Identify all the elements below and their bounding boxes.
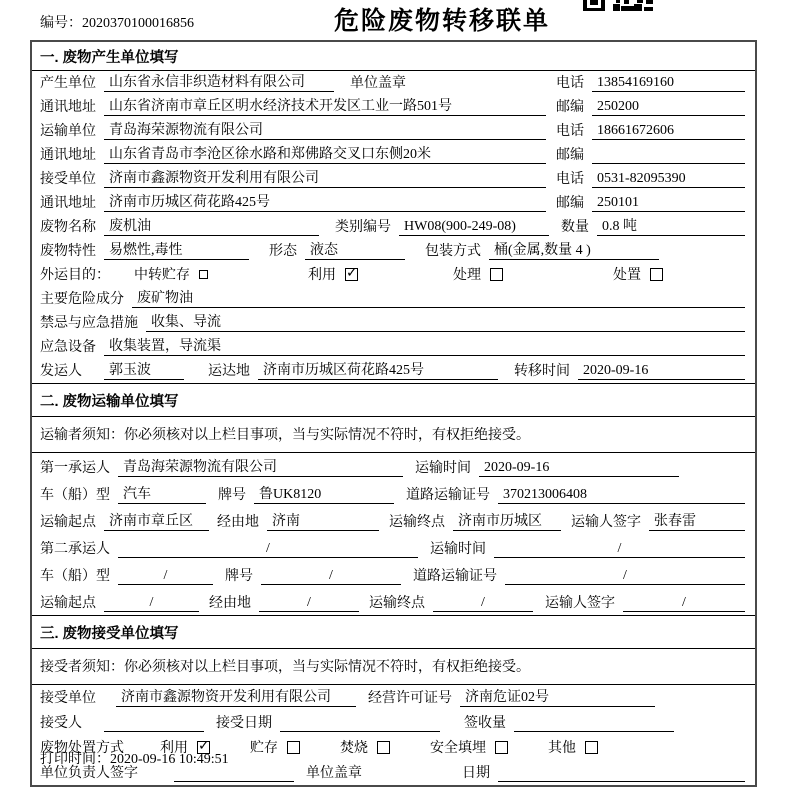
producer-zip-value: 250200	[592, 99, 745, 116]
waste-name-value: 废机油	[104, 215, 319, 236]
transfer-date-value: 2020-09-16	[578, 363, 745, 380]
signed-qty-value	[514, 715, 674, 732]
producer-seal-label: 单位盖章	[350, 76, 406, 91]
row-contraindication	[32, 311, 755, 335]
utilize-checkbox	[345, 268, 358, 281]
qr-code-fragment	[583, 0, 653, 16]
receiver-zip-value: 250101	[592, 195, 745, 212]
transport-address-label: 通讯地址	[40, 148, 96, 163]
row-receiver-address	[32, 191, 755, 215]
second-carrier-label: 第二承运人	[40, 542, 110, 557]
row-waste-name	[32, 215, 755, 239]
hazard-component-label: 主要危险成分	[40, 292, 124, 307]
dispose-label: 处置	[613, 268, 641, 283]
purpose-option-dispose	[613, 264, 663, 284]
waste-code-label: 类别编号	[335, 220, 391, 235]
disposal-option-other	[548, 737, 598, 757]
section-producer	[32, 42, 755, 383]
transport-phone-value: 18661672606	[592, 123, 745, 140]
serial-label: 编号：	[40, 16, 82, 31]
terminus2-label: 运输终点	[369, 596, 425, 611]
contraindication-label: 禁忌与应急措施	[40, 316, 138, 331]
manifest-form	[30, 40, 757, 787]
vehicle-type2-value: /	[118, 568, 213, 585]
treat-label: 处理	[453, 268, 481, 283]
waste-code-value: HW08(900-249-08)	[399, 219, 549, 236]
transporter-notice: 运输者须知：你必须核对以上栏目事项，当与实际情况不符时，有权拒绝接受。	[32, 417, 755, 453]
disposal-utilize-label: 利用	[160, 741, 188, 756]
via2-value: /	[259, 595, 359, 612]
carrier-sign1-label: 运输人签字	[571, 515, 641, 530]
transport-unit-value: 青岛海荣源物流有限公司	[104, 119, 546, 140]
transport-time1-value: 2020-09-16	[479, 460, 679, 477]
road-permit1-label: 道路运输证号	[406, 488, 490, 503]
hazard-component-value: 废矿物油	[132, 287, 745, 308]
producer-unit-group	[104, 71, 556, 92]
receiver-seal-label: 单位盖章	[306, 766, 362, 781]
section-producer-title: 一. 废物产生单位填写	[32, 42, 755, 71]
accept-date-label: 接受日期	[216, 716, 272, 731]
via2-label: 经由地	[209, 596, 251, 611]
disposal-incinerate-checkbox	[377, 741, 390, 754]
road-permit1-value: 370213006408	[498, 487, 745, 504]
row-producer-address	[32, 95, 755, 119]
origin1-label: 运输起点	[40, 515, 96, 530]
vehicle-type2-label: 车（船）型	[40, 569, 110, 584]
road-permit2-value: /	[505, 568, 745, 585]
producer-phone-label: 电话	[556, 76, 584, 91]
row-accept-person	[32, 710, 755, 735]
receiver-phone-label: 电话	[556, 172, 584, 187]
transport-zip-value	[592, 147, 745, 164]
purpose-option-utilize	[308, 264, 358, 284]
producer-address-value: 山东省济南市章丘区明水经济技术开发区工业一路501号	[104, 95, 546, 116]
disposal-option-incinerate	[340, 737, 390, 757]
disposal-option-landfill	[430, 737, 508, 757]
receiver-notice: 接受者须知：你必须核对以上栏目事项，当与实际情况不符时，有权拒绝接受。	[32, 649, 755, 685]
plate1-label: 牌号	[218, 488, 246, 503]
serial-number	[40, 12, 194, 32]
transport-time1-label: 运输时间	[415, 461, 471, 476]
carrier-sign2-label: 运输人签字	[545, 596, 615, 611]
road-permit2-label: 道路运输证号	[413, 569, 497, 584]
row-accept-unit	[32, 685, 755, 710]
first-carrier-label: 第一承运人	[40, 461, 110, 476]
receiver-address-value: 济南市历城区荷花路425号	[104, 191, 546, 212]
license-value: 济南危证02号	[460, 686, 655, 707]
page-title: 危险废物转移联单	[334, 7, 551, 35]
vehicle-type1-value: 汽车	[118, 483, 206, 504]
receiver-unit-value: 济南市鑫源物资开发利用有限公司	[104, 167, 546, 188]
row-route1	[32, 507, 755, 534]
accept-person-label: 接受人	[40, 716, 82, 731]
transport-time2-label: 运输时间	[430, 542, 486, 557]
row-vehicle2	[32, 561, 755, 588]
purpose-label: 外运目的：	[40, 268, 110, 283]
producer-unit-label: 产生单位	[40, 76, 96, 91]
row-producer-unit	[32, 71, 755, 95]
disposal-landfill-checkbox	[495, 741, 508, 754]
transport-phone-label: 电话	[556, 124, 584, 139]
utilize-label: 利用	[308, 268, 336, 283]
transport-address-value: 山东省青岛市李沧区徐水路和郑佛路交叉口东侧20米	[104, 143, 546, 164]
transport-zip-label: 邮编	[556, 148, 584, 163]
accept-unit-label: 接受单位	[40, 691, 96, 706]
row-emergency-equipment	[32, 335, 755, 359]
plate1-value: 鲁UK8120	[254, 483, 394, 504]
origin2-label: 运输起点	[40, 596, 96, 611]
terminus1-label: 运输终点	[389, 515, 445, 530]
row-receiver-unit	[32, 167, 755, 191]
row-transport-address	[32, 143, 755, 167]
emergency-equipment-label: 应急设备	[40, 340, 96, 355]
waste-name-label: 废物名称	[40, 220, 96, 235]
receiver-unit-label: 接受单位	[40, 172, 96, 187]
plate2-value: /	[261, 568, 401, 585]
disposal-landfill-label: 安全填埋	[430, 741, 486, 756]
second-carrier-value: /	[118, 541, 418, 558]
waste-form-value: 液态	[305, 239, 405, 260]
row-vehicle1	[32, 480, 755, 507]
disposal-incinerate-label: 焚烧	[340, 741, 368, 756]
waste-qty-label: 数量	[561, 220, 589, 235]
row-first-carrier	[32, 453, 755, 480]
emergency-equipment-value: 收集装置，导流渠	[104, 335, 745, 356]
waste-property-value: 易燃性,毒性	[104, 239, 249, 260]
row-waste-property	[32, 239, 755, 263]
row-hazard-component	[32, 287, 755, 311]
packing-label: 包装方式	[425, 244, 481, 259]
accept-unit-value: 济南市鑫源物资开发利用有限公司	[116, 686, 356, 707]
print-time-value: 2020-09-16 10:49:51	[110, 752, 229, 767]
transport-time2-value: /	[494, 541, 745, 558]
disposal-option-storage	[250, 737, 300, 757]
receiver-phone-value: 0531-82095390	[592, 171, 745, 188]
dispose-checkbox	[650, 268, 663, 281]
contraindication-value: 收集、导流	[146, 311, 745, 332]
destination-label: 运达地	[208, 364, 250, 379]
transfer-storage-checkbox	[199, 270, 208, 279]
terminus2-value: /	[433, 595, 533, 612]
producer-address-label: 通讯地址	[40, 100, 96, 115]
serial-value: 2020370100016856	[82, 16, 194, 31]
row-transport-unit	[32, 119, 755, 143]
purpose-option-treat	[453, 264, 503, 284]
license-label: 经营许可证号	[368, 691, 452, 706]
consignor-value: 郭玉波	[104, 359, 184, 380]
first-carrier-value: 青岛海荣源物流有限公司	[118, 456, 403, 477]
row-consignor	[32, 359, 755, 383]
carrier-sign2-value: /	[623, 595, 745, 612]
purpose-option-transfer-storage	[134, 264, 208, 284]
row-outbound-purpose	[32, 263, 755, 287]
disposal-other-checkbox	[585, 741, 598, 754]
disposal-method-label: 废物处置方式	[40, 741, 124, 756]
section-transporter	[32, 383, 755, 615]
transport-unit-label: 运输单位	[40, 124, 96, 139]
origin2-value: /	[104, 595, 199, 612]
via1-label: 经由地	[217, 515, 259, 530]
receiver-address-label: 通讯地址	[40, 196, 96, 211]
accept-person-value	[104, 715, 204, 732]
carrier-sign1-value: 张春雷	[649, 510, 745, 531]
row-route2	[32, 588, 755, 615]
plate2-label: 牌号	[225, 569, 253, 584]
disposal-other-label: 其他	[548, 741, 576, 756]
vehicle-type1-label: 车（船）型	[40, 488, 110, 503]
print-time	[40, 748, 229, 768]
waste-property-label: 废物特性	[40, 244, 96, 259]
row-second-carrier	[32, 534, 755, 561]
waste-form-label: 形态	[269, 244, 297, 259]
producer-unit-value: 山东省永信非织造材料有限公司	[104, 71, 334, 92]
producer-zip-label: 邮编	[556, 100, 584, 115]
transfer-storage-label: 中转贮存	[134, 268, 190, 283]
date-label: 日期	[462, 766, 490, 781]
print-time-label: 打印时间：	[40, 752, 110, 767]
origin1-value: 济南市章丘区	[104, 510, 209, 531]
consignor-label: 发运人	[40, 364, 82, 379]
accept-date-value	[280, 715, 440, 732]
responsible-sign-label: 单位负责人签字	[40, 766, 138, 781]
treat-checkbox	[490, 268, 503, 281]
receiver-zip-label: 邮编	[556, 196, 584, 211]
transfer-date-label: 转移时间	[514, 364, 570, 379]
producer-phone-value: 13854169160	[592, 75, 745, 92]
signed-qty-label: 签收量	[464, 716, 506, 731]
terminus1-value: 济南市历城区	[453, 510, 561, 531]
section-transporter-title: 二. 废物运输单位填写	[32, 383, 755, 417]
waste-qty-value: 0.8 吨	[597, 215, 745, 236]
disposal-storage-label: 贮存	[250, 741, 278, 756]
disposal-storage-checkbox	[287, 741, 300, 754]
packing-value: 桶(金属,数量 4 )	[489, 239, 659, 260]
section-receiver-title: 三. 废物接受单位填写	[32, 615, 755, 649]
qr-code-icon	[583, 0, 653, 11]
destination-value: 济南市历城区荷花路425号	[258, 359, 498, 380]
via1-value: 济南	[267, 510, 379, 531]
